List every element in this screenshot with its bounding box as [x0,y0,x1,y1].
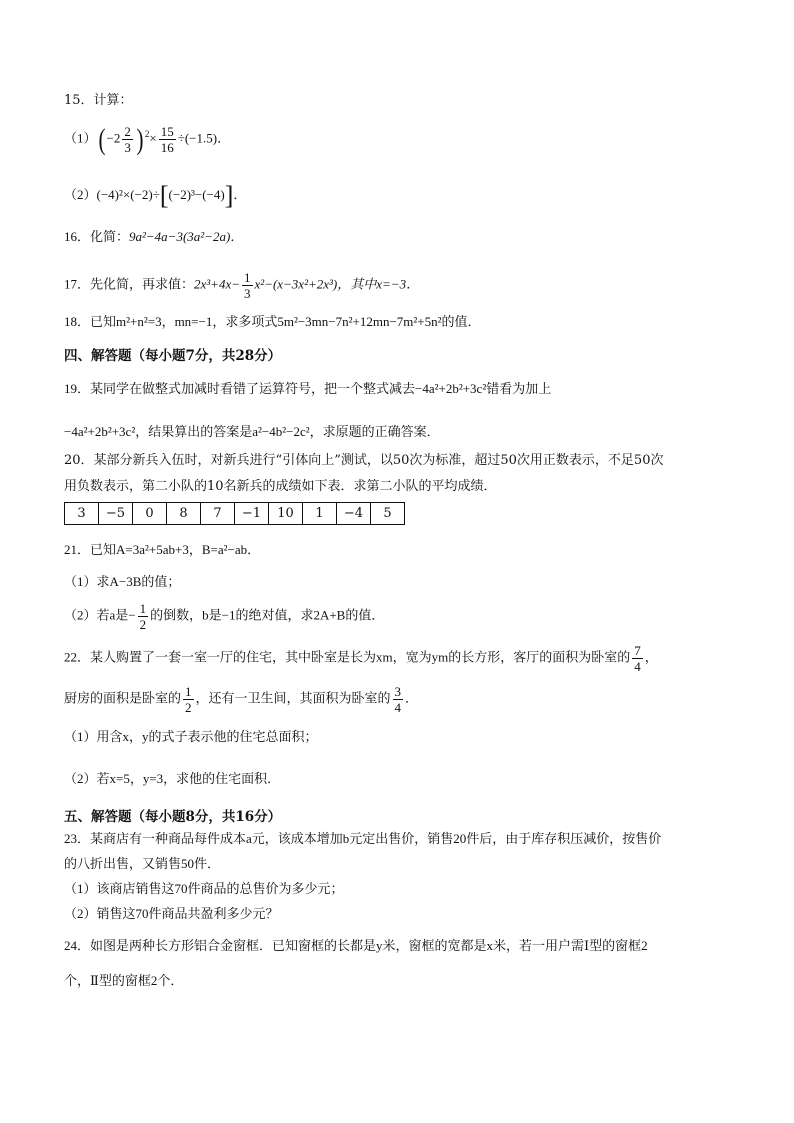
q22-frac1-num: 1 [185,684,192,699]
q22-line2-b: ，还有一卫生间，其面积为卧室的 [195,690,391,706]
score-cell: 0 [133,503,167,525]
score-cell: 7 [201,503,235,525]
q15-p1-frac2-num: 15 [160,124,174,139]
q22-part1: （1）用含x，y的式子表示他的住宅总面积； [64,729,318,744]
q23-part1: （1）该商店销售这70件商品的总售价为多少元； [64,881,344,896]
q17-expr-a: 2x³+4x− [194,276,240,292]
score-cell: −4 [337,503,371,525]
q22-line2 [64,684,418,715]
q17-frac-den: 3 [244,286,251,301]
score-cell: 5 [371,503,405,525]
q20-line2: 用负数表示，第二小队的10名新兵的成绩如下表．求第二小队的平均成绩． [64,479,497,494]
q15-p2-end: ． [233,186,247,202]
q17-frac-num: 1 [244,270,251,285]
q22-frac-den: 4 [634,659,641,674]
score-cell: −1 [235,503,269,525]
q17-expr-b: x²−(x−3x²+2x³)，其中 [254,276,377,292]
q21-p2-b: 的倒数，b是−1的绝对值，求2A+B的值． [150,607,385,623]
score-cell: 10 [269,503,303,525]
q22-line1 [64,643,658,674]
q15-intro: 15．计算： [64,93,133,108]
section-5-title: 五、解答题（每小题8分，共16分） [64,809,282,825]
q15-p2-expr: (−4)²×(−2)÷ [96,186,160,202]
q22-frac1-den: 2 [185,700,192,715]
q22-frac2-den: 4 [394,700,402,715]
q23-line2: 的八折出售，又销售50件． [64,856,221,871]
q15-part2: （2）(−4)²×(−2)÷[(−2)³−(−4)]． [64,181,247,210]
score-cell: 8 [167,503,201,525]
q24-line2: 个，Ⅱ型的窗框2个． [64,973,184,988]
score-cell: 3 [65,503,99,525]
q20-line1: 20．某部分新兵入伍时，对新兵进行“引体向上”测试，以50次为标准，超过50次用正数表示，不足50次 [64,453,664,468]
score-cell: 1 [303,503,337,525]
q15-p1-mult: × [149,130,157,146]
q17-text: 17．先化简，再求值： [64,276,195,292]
q17-cond: x=−3． [376,276,420,292]
q20-score-table [64,502,405,525]
q23-line1: 23．某商店有一种商品每件成本a元，该成本增加b元定出售价，销售20件后，由于库存积压减价，按售价 [64,831,662,846]
q22-line2-c: ． [405,690,419,706]
q17 [64,270,419,301]
q23-part2: （2）销售这70件商品共盈利多少元？ [64,906,279,921]
q24-line1: 24．如图是两种长方形铝合金窗框．已知窗框的长都是y米，窗框的宽都是x米，若一用户需Ⅰ型的窗框2 [64,938,648,953]
q22-line1-b: ， [644,649,658,665]
q15-part1: （1）( −2 $\frac{2}{3}$ ) $^2$× $\frac{15}{16}$ ÷(−1.5)． [64,122,231,156]
q15-p1-exp: 2 [144,129,150,140]
q21-part1: （1）求A−3B的值； [64,574,181,589]
q21-frac-den: 2 [139,617,147,632]
section-4-title: 四、解答题（每小题7分，共28分） [64,348,282,364]
q15-p2-inner: (−2)³−(−4) [168,186,225,202]
q19-line2: −4a²+2b²+3c²，结果算出的答案是a²−4b²−2c²，求原题的正确答案． [64,424,440,439]
q15-p1-frac-den: 3 [124,140,131,155]
q22-line1-a: 22．某人购置了一套一室一厅的住宅，其中卧室是长为xm，宽为ym的长方形，客厅的面积为卧室的 [64,649,631,665]
q15-p1-frac2-den: 16 [160,140,174,155]
q19-line1: 19．某同学在做整式加减时看错了运算符号，把一个整式减去−4a²+2b²+3c²错看为加上 [64,381,552,396]
q21-frac-num: 1 [139,601,147,616]
q22-part2: （2）若x=5，y=3，求他的住宅面积． [64,771,281,786]
q15-p1-term: −2 [106,130,121,146]
q21-line1: 21．已知A=3a²+5ab+3，B=a²−ab． [64,542,261,557]
table-row [65,503,405,525]
q21-p2-a: （2）若a是− [64,607,136,623]
q18: 18．已知m²+n²=3，mn=−1，求多项式5m²−3mn−7n²+12mn−7m²+5n²的值． [64,314,481,329]
q15-p1-tail: ÷(−1.5)． [177,130,231,146]
q15-p1-frac-num: 2 [124,124,131,139]
q22-frac2-num: 3 [394,684,402,699]
q16 [64,228,243,246]
q22-line2-a: 厨房的面积是卧室的 [64,690,182,706]
q15-part2-label: （2） [64,186,97,202]
q16-text: 16．化简： [64,229,130,244]
score-cell: −5 [99,503,133,525]
q16-expr: 9a²−4a−3(3a²−2a)． [129,229,244,244]
q22-frac-num: 7 [634,643,641,658]
q21-part2 [64,601,384,632]
q15-part1-label: （1） [64,130,97,146]
